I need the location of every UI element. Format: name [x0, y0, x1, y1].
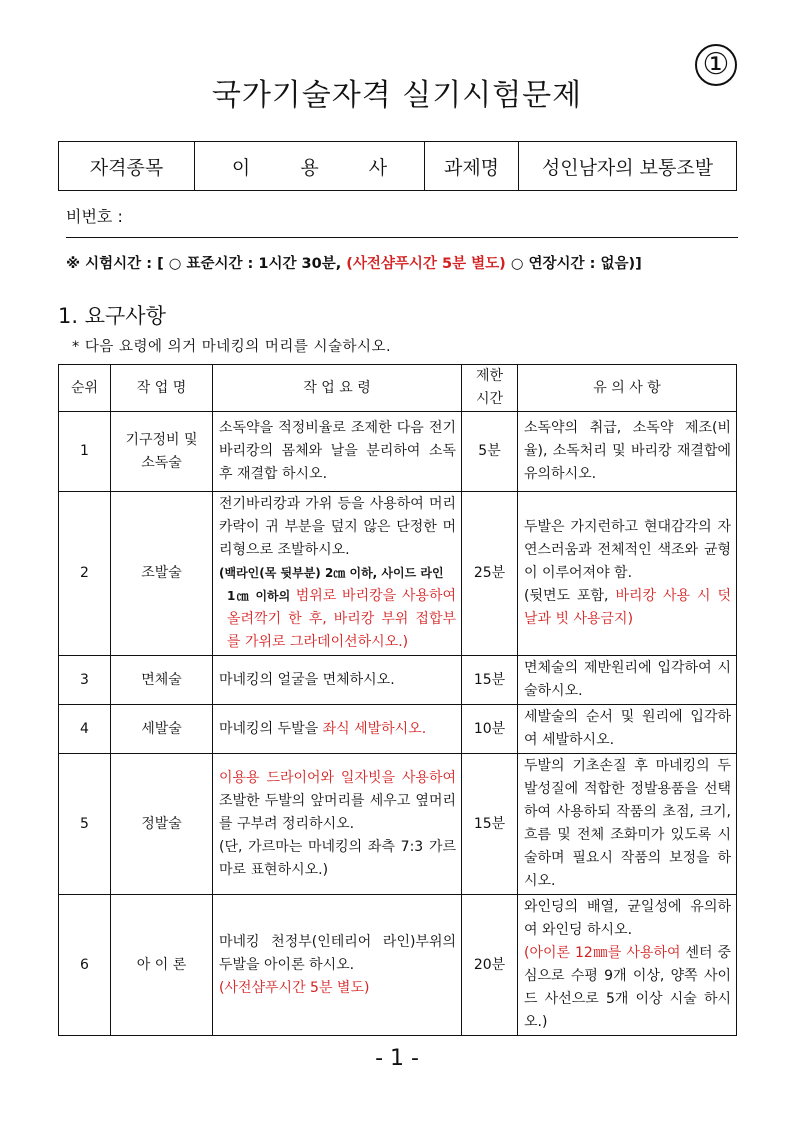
- row-task-name: 정발술: [111, 754, 213, 895]
- row-notes: 와인딩의 배열, 균일성에 유의하여 와인딩 하시오. (아이론 12㎜를 사용하여 센터 중심으로 수평 9개 이상, 양쪽 사이드 사선으로 5개 이상 시술 하시오.): [518, 895, 737, 1036]
- row-procedure: 마네킹의 얼굴을 면체하시오.: [213, 656, 462, 705]
- table-header-row: [59, 365, 737, 412]
- table-row: [59, 895, 737, 1036]
- row-task-name: 세발술: [111, 705, 213, 754]
- table-row: [59, 492, 737, 656]
- row-task-name: 아 이 론: [111, 895, 213, 1036]
- category-label: 자격종목: [59, 142, 195, 191]
- exam-time-prefix: ※ 시험시간 : [ ○ 표준시간 : 1시간 30분,: [66, 256, 347, 272]
- row-task-name: 기구정비 및 소독술: [111, 412, 213, 492]
- task-table: [58, 364, 737, 1036]
- row-procedure: 소독약을 적정비율로 조제한 다음 전기바리캉의 몸체와 날을 분리하여 소독 후 재결합 하시오.: [213, 412, 462, 492]
- row-order: 4: [59, 705, 111, 754]
- task-label: 과제명: [425, 142, 519, 191]
- header-table: [58, 141, 737, 191]
- table-row: [59, 656, 737, 705]
- page-footer-number: - 1 -: [375, 1046, 419, 1071]
- exam-time-suffix: ○ 연장시간 : 없음)]: [505, 256, 642, 272]
- row-notes: 면체술의 제반원리에 입각하여 시술하시오.: [518, 656, 737, 705]
- row-order: 3: [59, 656, 111, 705]
- category-value: 이 용 사: [195, 142, 425, 191]
- divider: [66, 237, 738, 238]
- row-order: 1: [59, 412, 111, 492]
- section-heading: 1. 요구사항: [58, 304, 166, 328]
- row-order: 2: [59, 492, 111, 656]
- id-number-label: 비번호 :: [66, 207, 123, 226]
- row-order: 5: [59, 754, 111, 895]
- row-time: 20분: [462, 895, 518, 1036]
- row-time: 25분: [462, 492, 518, 656]
- row-notes: 두발의 기초손질 후 마네킹의 두발성질에 적합한 정발용품을 선택하여 사용하되 작품의 초점, 크기, 흐름 및 전체 조화미가 있도록 시술하며 필요시 작품의 보정을 하시오.: [518, 754, 737, 895]
- row-time: 15분: [462, 754, 518, 895]
- row-procedure: 마네킹 천정부(인테리어 라인)부위의 두발을 아이론 하시오. (사전샴푸시간 5분 별도): [213, 895, 462, 1036]
- row-notes: 소독약의 취급, 소독약 제조(비율), 소독처리 및 바리캉 재결합에 유의하시오.: [518, 412, 737, 492]
- header-procedure: 작 업 요 령: [213, 365, 462, 412]
- table-row: [59, 412, 737, 492]
- header-order: 순위: [59, 365, 111, 412]
- circled-number: ①: [695, 44, 737, 86]
- row-task-name: 조발술: [111, 492, 213, 656]
- task-value: 성인남자의 보통조발: [519, 142, 737, 191]
- row-time: 5분: [462, 412, 518, 492]
- table-row: [59, 754, 737, 895]
- exam-time: [66, 252, 746, 273]
- section-instruction: * 다음 요령에 의거 마네킹의 머리를 시술하시오.: [72, 339, 392, 355]
- row-task-name: 면체술: [111, 656, 213, 705]
- row-time: 10분: [462, 705, 518, 754]
- header-notes: 유 의 사 항: [518, 365, 737, 412]
- row-procedure: 마네킹의 두발을 좌식 세발하시오.: [213, 705, 462, 754]
- header-task-name: 작 업 명: [111, 365, 213, 412]
- row-procedure: 전기바리캉과 가위 등을 사용하여 머리카락이 귀 부분을 덮지 않은 단정한 머리형으로 조발하시오. (백라인(목 뒷부분) 2㎝ 이하, 사이드 라인 1㎝ 이하의 범위로 바리캉을 사용하여 올려깍기 한 후, 바리캉 부위 접합부를 가위로 그라데이션하시오.): [213, 492, 462, 656]
- header-time-limit: 제한 시간: [462, 365, 518, 412]
- row-notes: 세발술의 순서 및 원리에 입각하여 세발하시오.: [518, 705, 737, 754]
- table-row: [59, 705, 737, 754]
- row-time: 15분: [462, 656, 518, 705]
- row-procedure: 이용용 드라이어와 일자빗을 사용하여 조발한 두발의 앞머리를 세우고 옆머리를 구부려 정리하시오. (단, 가르마는 마네킹의 좌측 7:3 가르마로 표현하시오.): [213, 754, 462, 895]
- row-order: 6: [59, 895, 111, 1036]
- row-notes: 두발은 가지런하고 현대감각의 자연스러움과 전체적인 색조와 균형이 이루어져야 함. (뒷면도 포함, 바리캉 사용 시 덧날과 빗 사용금지): [518, 492, 737, 656]
- exam-time-note: (사전샴푸시간 5분 별도): [346, 256, 506, 272]
- page-title: 국가기술자격 실기시험문제: [211, 78, 583, 113]
